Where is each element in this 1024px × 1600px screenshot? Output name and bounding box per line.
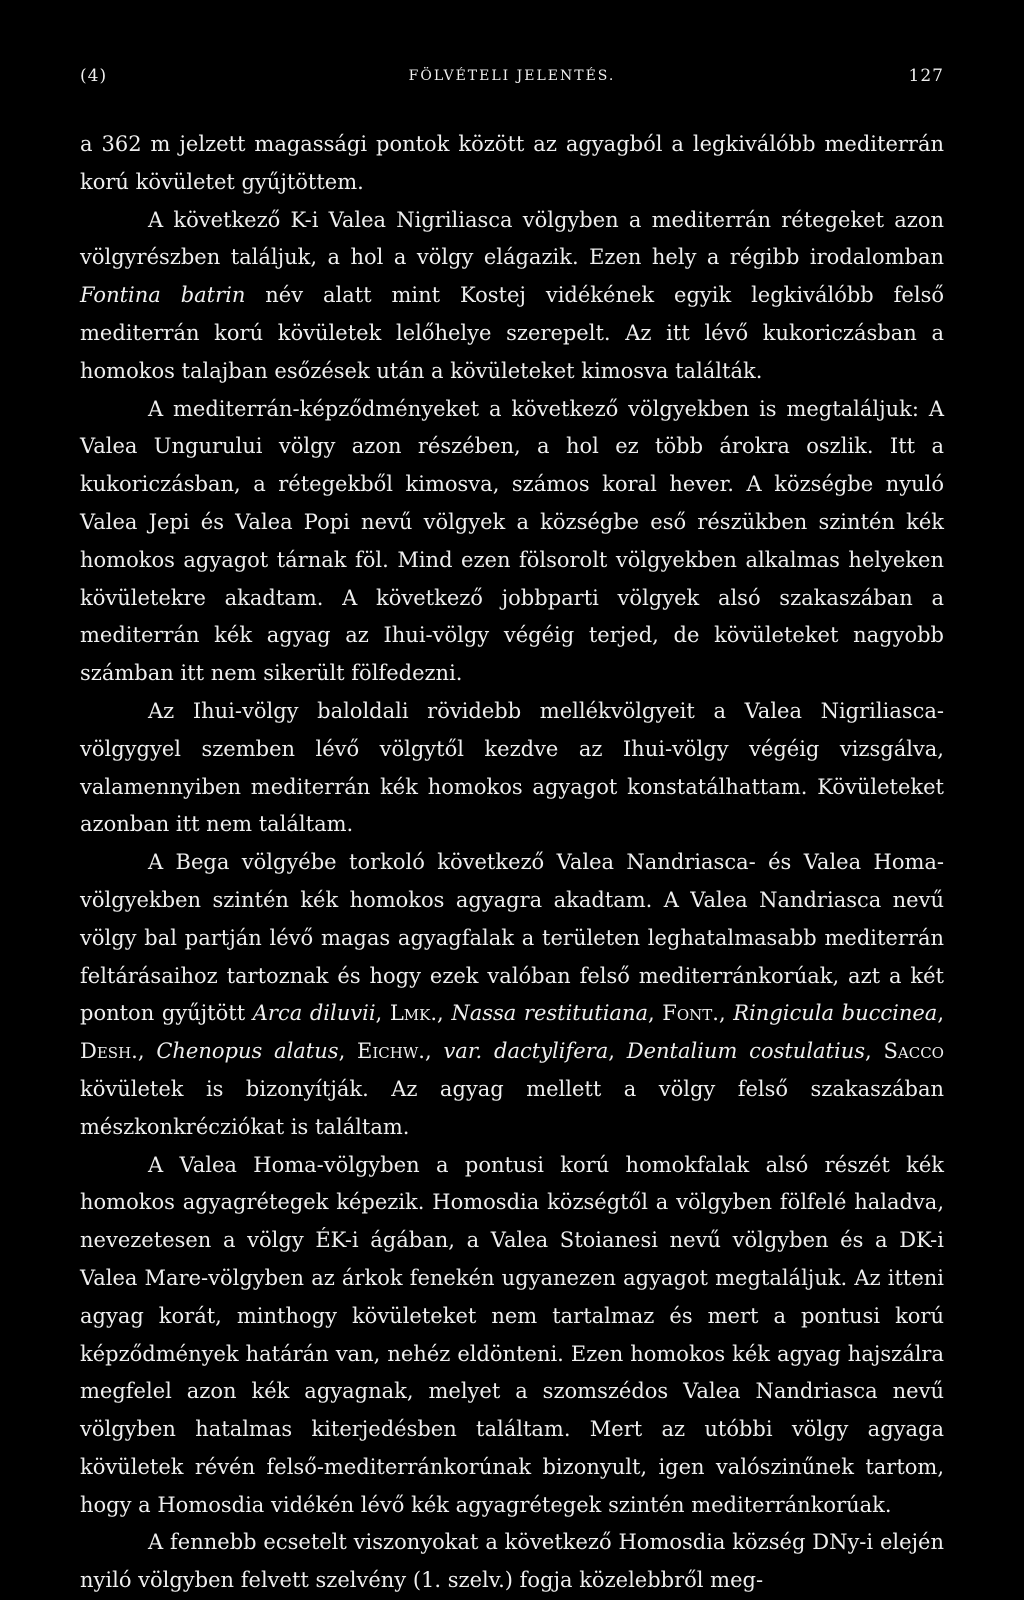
paragraph-2 (80, 202, 944, 391)
paragraph-4: Az Ihui-völgy baloldali rövidebb mellékvölgyeit a Valea Nigriliasca-völgygyel szemben lévő völgytől kezdve az Ihui-völgy végéig vizsgálva, valamennyiben mediterrán kék homokos agyagot konstatálhattam. Kövületeket azonban itt nem találtam. (80, 698, 944, 837)
running-title: FÖLVÉTELI JELENTÉS. (408, 68, 616, 84)
place-name-italic: Fontina batrin (80, 283, 246, 308)
species-name: Dentalium costulatius (626, 1039, 866, 1064)
species-author: Eichw. (357, 1039, 425, 1064)
species-list: Arca diluvii, Lmk., Nassa restitutiana, Font., Ringicula buccinea, Desh., Chenopus alatus, Eichw., var. dactylifera, Dentalium costulatius, Sacco (80, 1001, 944, 1064)
paragraph-7: A fennebb ecsetelt viszonyokat a következő Homosdia község DNy-i elején nyiló völgyben felvett szelvény (1. szelv.) fogja közelebbről meg- (80, 1530, 944, 1593)
article-body (80, 126, 944, 1600)
species-author: Font. (662, 1001, 719, 1026)
species-name: Chenopus alatus (156, 1039, 339, 1064)
page-header (80, 66, 944, 96)
species-name: Ringicula buccinea (733, 1001, 938, 1026)
paragraph-5-outro: kövületek is bizonyítják. Az agyag mellett a völgy felső szakaszában mészkonkrécziókat is találtam. (80, 1076, 944, 1139)
species-name: Arca diluvii (252, 1001, 376, 1026)
paragraph-3: A mediterrán-képződményeket a következő völgyekben is megtaláljuk: A Valea Ungurului völgy azon részében, a hol ez több árokra oszlik. Itt a kukoriczásban, a rétegekből kimosva, számos koral hever. A községbe nyuló Valea Jepi és Valea Popi nevű völgyek a községbe eső részükben szintén kék homokos agyagot tárnak föl. Mind ezen fölsorolt völgyekben alkalmas helyeken kövületekre akadtam. A következő jobbparti völgyek alsó szakaszában a mediterrán kék agyag az Ihui-völgy végéig terjed, de kövületeket nagyobb számban itt nem sikerült fölfedezni. (80, 396, 944, 686)
species-author: Desh. (80, 1039, 138, 1064)
paragraph-1: a 362 m jelzett magassági pontok között az agyagból a legkiválóbb mediterrán korú kövületet gyűjtöttem. (80, 132, 944, 194)
section-number: (4) (80, 66, 108, 86)
paragraph-6: A Valea Homa-völgyben a pontusi korú homokfalak alsó részét kék homokos agyagrétegek képezik. Homosdia községtől a völgyben fölfelé haladva, nevezetesen a völgy ÉK-i ágában, a Valea Stoianesi nevű völgyben és a DK-i Valea Mare-völgyben az árkok fenekén ugyanezen agyagot megtaláljuk. Az itteni agyag korát, minthogy kövületeket nem tartalmaz és mert a pontusi korú képződmények határán van, nehéz eldönteni. Ezen homokos kék agyag hajszálra megfelel azon kék agyagnak, melyet a szomszédos Valea Nandriasca nevű völgyben hatalmas kiterjedésben találtam. Mert az utóbbi völgy agyaga kövületek révén felső-mediterránkorúnak bizonyult, igen valószinűnek tartom, hogy a Homosdia vidékén lévő kék agyagrétegek szintén mediterránkorúak. (80, 1152, 944, 1517)
page-number: 127 (908, 66, 944, 86)
paragraph-5-intro: A Bega völgyébe torkoló következő Valea Nandriasca- és Valea Homa-völgyekben szintén kék homokos agyagra akadtam. A Valea Nandriasca nevű völgy bal partján lévő magas agyagfalak a területen leghatalmasabb mediterrán feltárásaihoz tartoznak és hogy ezek valóban felső mediterránkorúak, azt a két ponton gyűjtött (80, 850, 944, 1026)
species-name: Nassa restitutiana (451, 1001, 648, 1026)
paragraph-2-text-end: név alatt mint Kostej vidékének egyik legkiválóbb felső mediterrán korú kövületek lelőhelye szerepelt. Az itt lévő kukoriczásban a homokos talajban esőzések után a kövületeket kimosva találták. (80, 283, 944, 383)
species-author: Lmk. (389, 1001, 438, 1026)
paragraph-5 (80, 844, 944, 1146)
paragraph-2-text-start: A következő K-i Valea Nigriliasca völgyben a mediterrán rétegeket azon völgyrészben találjuk, a hol a völgy elágazik. Ezen hely a régibb irodalomban (80, 207, 944, 270)
species-name: var. dactylifera (443, 1039, 609, 1064)
species-author: Sacco (883, 1039, 944, 1064)
